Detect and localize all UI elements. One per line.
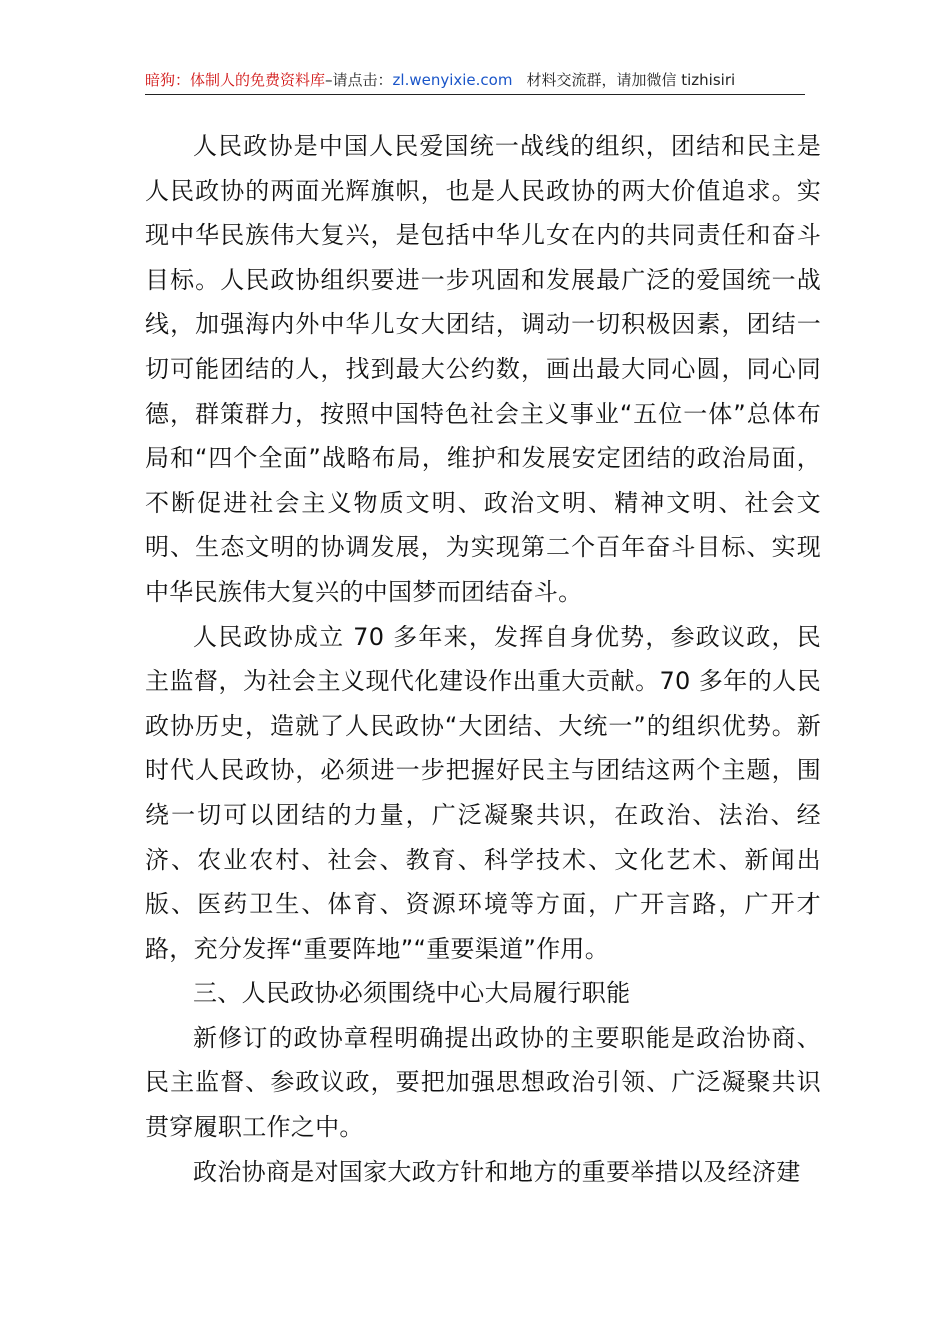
document-body [145,124,821,1194]
page-header [145,66,805,95]
header-click-prefix: –请点击： [325,71,393,89]
paragraph-2: 人民政协成立 70 多年来，发挥自身优势，参政议政，民主监督，为社会主义现代化建设作出重大贡献。70 多年的人民政协历史，造就了人民政协“大团结、大统一”的组织优势。新时代人民政协，必须进一步把握好民主与团结这两个主题，围绕一切可以团结的力量，广泛凝聚共识，在政治、法治、经济、农业农村、社会、教育、科学技术、文化艺术、新闻出版、医药卫生、体育、资源环境等方面，广开言路，广开才路，充分发挥“重要阵地”“重要渠道”作用。 [145,622,821,963]
section-heading: 三、人民政协必须围绕中心大局履行职能 [193,979,631,1008]
paragraph-3: 新修订的政协章程明确提出政协的主要职能是政治协商、民主监督、参政议政，要把加强思想政治引领、广泛凝聚共识贯穿履职工作之中。 [145,1023,821,1142]
header-brand: 暗狗：体制人的免费资料库 [145,71,326,89]
header-wechat-note: 材料交流群，请加微信 tizhisiri [526,71,736,89]
header-url-link[interactable]: zl.wenyixie.com [392,71,513,89]
paragraph-1: 人民政协是中国人民爱国统一战线的组织，团结和民主是人民政协的两面光辉旗帜，也是人民政协的两大价值追求。实现中华民族伟大复兴，是包括中华儿女在内的共同责任和奋斗目标。人民政协组织要进一步巩固和发展最广泛的爱国统一战线，加强海内外中华儿女大团结，调动一切积极因素，团结一切可能团结的人，找到最大公约数，画出最大同心圆，同心同德，群策群力，按照中国特色社会主义事业“五位一体”总体布局和“四个全面”战略布局，维护和发展安定团结的政治局面，不断促进社会主义物质文明、政治文明、精神文明、社会文明、生态文明的协调发展，为实现第二个百年奋斗目标、实现中华民族伟大复兴的中国梦而团结奋斗。 [145,132,821,606]
paragraph-4: 政治协商是对国家大政方针和地方的重要举措以及经济建 [193,1157,801,1186]
